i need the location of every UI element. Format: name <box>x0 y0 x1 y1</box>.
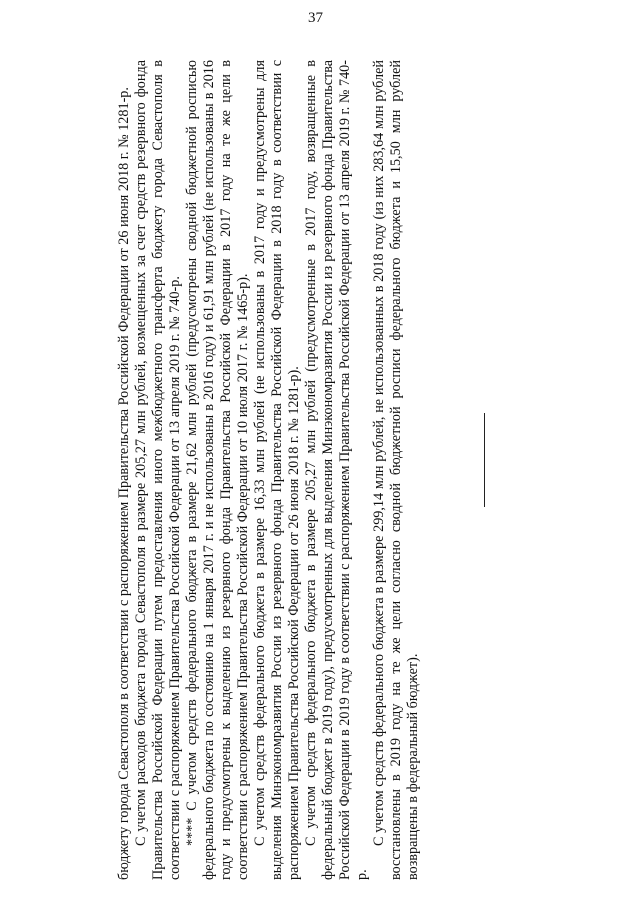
footnote-paragraph: бюджету города Севастополя в соответствии с распоряжением Правительства Российской Федерации от 26 июня 2018 г. № 1281-р. <box>116 87 132 880</box>
page-number: 37 <box>308 10 323 26</box>
footnote-paragraph: С учетом расходов бюджета города Севастополя в размере 205,27 млн рублей, возмещенных за счет средств резервного фонда Правительства Российской Федерации путем предоставления иного межбюджетного трансферта бюджету города Севастополя в соответствии с распоряжением Правительства Российской Федерации от 13 апреля 2019 г. № 740-р. <box>133 60 183 880</box>
rotated-footnotes-block <box>116 60 482 880</box>
footnote-paragraph: С учетом средств федерального бюджета в размере 16,33 млн рублей (не использованы в 2017 году и предусмотрены для выделения Минэкономразвития России из резервного фонда Правительства Российской Федерации в 2018 году в соответствии с распоряжением Правительства Российской Федерации от 26 июня 2018 г. № 1281-р). <box>252 60 302 880</box>
footnote-paragraph: С учетом средств федерального бюджета в размере 205,27 млн рублей (предусмотренные в 2017 году, возвращенные в федеральный бюджет в 2019 году), предусмотренных для выделения Минэкономразвития России из резервного фонда Правительства Российской Федерации в 2019 году в соответствии с распоряжением Правительства Российской Федерации от 13 апреля 2019 г. № 740-р. <box>303 60 370 880</box>
footnote-paragraph: **** С учетом средств федерального бюджета в размере 21,62 млн рублей (предусмотрены сводной бюджетной росписью федерального бюджета по состоянию на 1 января 2017 г. и не использованы в 2016 году) и 61,91 млн рублей (не использованы в 2016 году и предусмотрены к выделению из резервного фонда Правительства Российской Федерации в 2017 году на те же цели в соответствии с распоряжением Правительства Российской Федерации от 10 июля 2017 г. № 1465-р). <box>184 60 251 880</box>
end-separator-line <box>484 413 485 507</box>
footnote-paragraph: С учетом средств федерального бюджета в размере 299,14 млн рублей, не использованных в 2018 году (из них 283,64 млн рублей восстановлены в 2019 году на те же цели согласно сводной бюджетной росписи федерального бюджета и 15,50 млн рублей возвращены в федеральный бюджет). <box>371 60 421 880</box>
